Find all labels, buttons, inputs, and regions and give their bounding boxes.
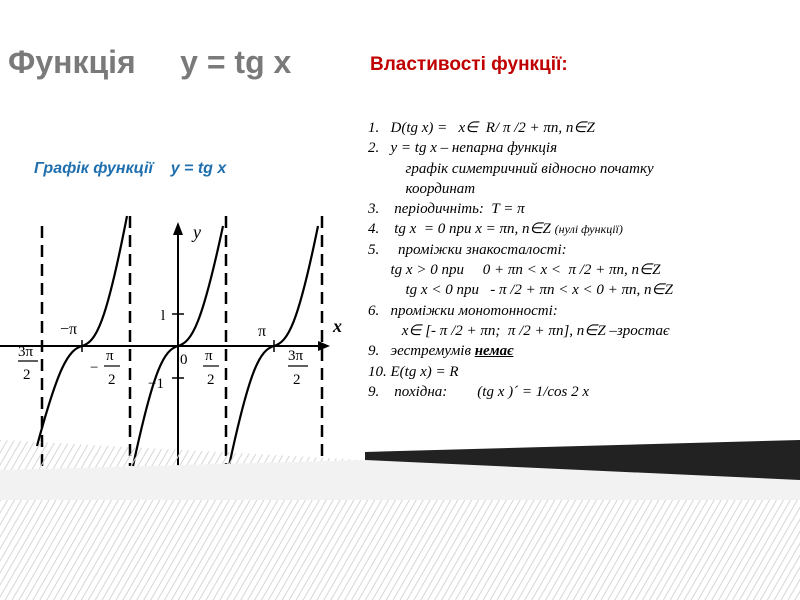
property-line <box>368 341 798 361</box>
properties-heading: Властивості функції: <box>370 54 568 75</box>
tangent-graph <box>0 208 360 470</box>
x-axis-label: x <box>333 316 342 336</box>
extrema-value: немає <box>474 343 514 360</box>
decorative-band <box>0 440 800 600</box>
property-line: 2. y = tg x – непарна функція <box>368 140 558 157</box>
y-axis-arrow <box>173 222 183 235</box>
property-line: 6. проміжки монотонності: <box>368 302 558 319</box>
label-pos-3pi-half-num: 3π <box>288 348 304 364</box>
property-line: 9. похідна: (tg x )´ = 1/cos 2 x <box>368 383 590 400</box>
property-line: графік симетричний відносно початку <box>368 160 654 177</box>
label-neg-pi-half-den: 2 <box>108 372 116 388</box>
slide-title: Функція y = tg x <box>8 44 292 80</box>
tangent-branch-left <box>37 216 127 446</box>
label-neg-pi: −π <box>60 321 78 338</box>
property-line: tg x < 0 при - π /2 + πn < x < 0 + πn, n∈Z <box>368 282 673 299</box>
property-line <box>368 219 798 239</box>
graph-caption: Графік функції y = tg x <box>34 160 227 177</box>
property-zeros-text: 4. tg x = 0 при x = πn, n∈Z <box>368 221 551 238</box>
property-line: 5. проміжки знакосталості: <box>368 241 567 258</box>
label-pi-half-num: π <box>205 348 213 364</box>
label-neg-pi-half-sign: − <box>90 360 99 376</box>
property-line: 1. D(tg x) = x∈ R/ π /2 + πn, n∈Z <box>368 120 595 136</box>
label-zero: 0 <box>180 352 188 368</box>
zeros-note: (нулі функції) <box>554 222 623 237</box>
property-line: tg x > 0 при 0 + πn < x < π /2 + πn, n∈Z <box>368 262 661 279</box>
label-pos-3pi-half-den: 2 <box>293 372 301 388</box>
label-minus-one: −1 <box>148 376 164 392</box>
label-neg-3pi-half-num: 3π <box>18 344 34 360</box>
property-line: координат <box>368 180 476 197</box>
x-axis-arrow <box>318 341 330 351</box>
property-line: 10. E(tg x) = R <box>368 363 459 380</box>
label-one: l <box>161 308 166 324</box>
property-line: 3. періодичніть: T = π <box>368 201 525 218</box>
y-axis-label: y <box>193 222 201 242</box>
label-pi-half-den: 2 <box>207 372 215 388</box>
label-neg-pi-half-num: π <box>106 348 114 364</box>
property-line: x∈ [- π /2 + πn; π /2 + πn], n∈Z –зростає <box>368 322 670 339</box>
property-extrema-text: 9. эестремумів <box>368 343 475 360</box>
label-neg-3pi-half-den: 2 <box>23 367 31 383</box>
label-pi: π <box>258 323 267 340</box>
properties-list <box>368 118 798 402</box>
